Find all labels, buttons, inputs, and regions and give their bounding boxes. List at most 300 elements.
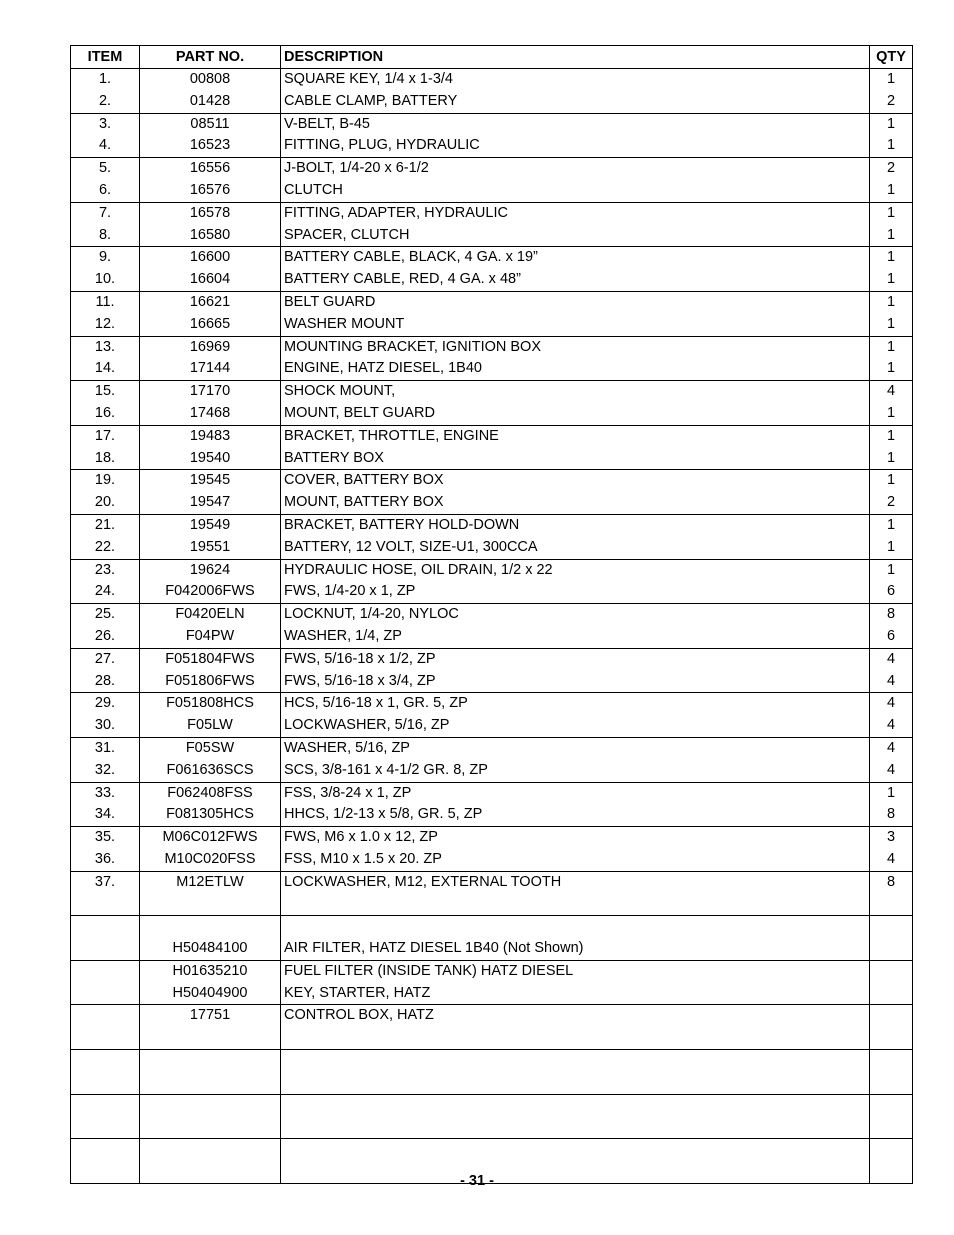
part-number-cell bbox=[140, 916, 281, 961]
item-number: 35. bbox=[94, 829, 116, 846]
item-number: 20. bbox=[94, 494, 116, 511]
part-description bbox=[284, 1027, 869, 1049]
part-description-cell bbox=[281, 827, 870, 872]
item-number-cell bbox=[71, 158, 140, 203]
part-quantity bbox=[870, 1005, 912, 1027]
item-number bbox=[71, 983, 139, 1005]
item-number bbox=[71, 1050, 139, 1072]
part-description: HHCS, 1/2-13 x 5/8, GR. 5, ZP bbox=[284, 806, 483, 823]
part-number-cell bbox=[140, 381, 281, 426]
part-quantity: 4 bbox=[886, 850, 896, 867]
part-number-cell bbox=[140, 737, 281, 782]
part-quantity: 1 bbox=[886, 249, 896, 266]
part-number: 19549 bbox=[189, 516, 231, 533]
part-description: SCS, 3/8-161 x 4-1/2 GR. 8, ZP bbox=[284, 761, 488, 778]
part-description bbox=[284, 1095, 869, 1117]
part-description: SPACER, CLUTCH bbox=[284, 226, 410, 243]
part-number: 19483 bbox=[189, 427, 231, 444]
part-number bbox=[140, 916, 280, 938]
part-number-cell bbox=[140, 693, 281, 738]
item-number: 37. bbox=[94, 873, 116, 890]
item-number-cell bbox=[71, 827, 140, 872]
table-row-group bbox=[71, 247, 913, 292]
item-number bbox=[71, 1005, 139, 1027]
item-number: 23. bbox=[94, 561, 116, 578]
part-number-cell bbox=[140, 514, 281, 559]
part-description: KEY, STARTER, HATZ bbox=[284, 984, 431, 1001]
part-quantity: 4 bbox=[886, 650, 896, 667]
part-number: 19551 bbox=[189, 538, 231, 555]
table-row-group bbox=[71, 113, 913, 158]
parts-list-table bbox=[70, 45, 913, 1184]
item-number: 25. bbox=[94, 606, 116, 623]
part-description bbox=[284, 1116, 869, 1138]
part-number: F051808HCS bbox=[166, 695, 254, 712]
part-number-cell bbox=[140, 69, 281, 114]
item-number: 9. bbox=[98, 249, 112, 266]
table-row-group bbox=[71, 648, 913, 693]
part-number bbox=[140, 1050, 280, 1072]
part-number: 16604 bbox=[189, 271, 231, 288]
part-description: CABLE CLAMP, BATTERY bbox=[284, 92, 458, 109]
table-row-group bbox=[71, 604, 913, 649]
item-number: 29. bbox=[94, 695, 116, 712]
part-quantity: 1 bbox=[886, 538, 896, 555]
part-number: 19545 bbox=[189, 472, 231, 489]
part-quantity-cell bbox=[870, 827, 913, 872]
item-number: 1. bbox=[98, 71, 112, 87]
item-number: 19. bbox=[94, 472, 116, 489]
header-part-no: PART NO. bbox=[140, 46, 281, 69]
item-number-cell bbox=[71, 648, 140, 693]
part-description: FITTING, ADAPTER, HYDRAULIC bbox=[284, 204, 508, 221]
item-number bbox=[71, 938, 139, 960]
part-quantity bbox=[870, 1116, 912, 1138]
part-description: BRACKET, THROTTLE, ENGINE bbox=[284, 427, 499, 444]
item-number: 6. bbox=[98, 181, 112, 198]
part-quantity: 1 bbox=[886, 181, 896, 198]
part-description: SQUARE KEY, 1/4 x 1-3/4 bbox=[284, 71, 453, 87]
part-quantity: 1 bbox=[886, 204, 896, 221]
table-row-group bbox=[71, 1050, 913, 1095]
item-number-cell bbox=[71, 470, 140, 515]
part-description-cell bbox=[281, 782, 870, 827]
part-number-cell bbox=[140, 425, 281, 470]
part-description: CLUTCH bbox=[284, 181, 343, 198]
part-number: M10C020FSS bbox=[164, 850, 256, 867]
part-quantity bbox=[870, 1050, 912, 1072]
part-quantity: 4 bbox=[886, 739, 896, 756]
part-number: 01428 bbox=[189, 92, 231, 109]
part-number: F05LW bbox=[187, 717, 233, 734]
item-number-cell bbox=[71, 1050, 140, 1095]
part-description: SHOCK MOUNT, bbox=[284, 383, 396, 400]
part-number: H50484100 bbox=[172, 940, 248, 957]
item-number: 36. bbox=[94, 850, 116, 867]
item-number bbox=[71, 1139, 139, 1161]
part-description: LOCKWASHER, 5/16, ZP bbox=[284, 717, 450, 734]
item-number-cell bbox=[71, 1094, 140, 1139]
part-quantity-cell bbox=[870, 158, 913, 203]
part-number: F061636SCS bbox=[166, 761, 254, 778]
part-number: 16621 bbox=[189, 293, 231, 310]
part-description bbox=[284, 916, 869, 938]
item-number: 31. bbox=[94, 739, 116, 756]
table-row-group bbox=[71, 336, 913, 381]
part-description-cell bbox=[281, 202, 870, 247]
item-number: 22. bbox=[94, 538, 116, 555]
table-row-group bbox=[71, 1005, 913, 1050]
part-description: AIR FILTER, HATZ DIESEL 1B40 (Not Shown) bbox=[284, 940, 584, 957]
part-quantity-cell bbox=[870, 470, 913, 515]
part-quantity: 2 bbox=[886, 494, 896, 511]
part-description-cell bbox=[281, 113, 870, 158]
part-quantity-cell bbox=[870, 604, 913, 649]
table-row-group bbox=[71, 69, 913, 114]
part-number: F042006FWS bbox=[165, 583, 255, 600]
part-quantity: 1 bbox=[886, 226, 896, 243]
part-description-cell bbox=[281, 514, 870, 559]
part-quantity bbox=[870, 916, 912, 938]
part-quantity-cell bbox=[870, 113, 913, 158]
part-number-cell bbox=[140, 871, 281, 916]
item-number: 13. bbox=[94, 338, 116, 355]
part-number: H50404900 bbox=[172, 984, 248, 1001]
part-number: 16580 bbox=[189, 226, 231, 243]
part-number-cell bbox=[140, 336, 281, 381]
part-quantity: 4 bbox=[886, 761, 896, 778]
part-description: BATTERY, 12 VOLT, SIZE-U1, 300CCA bbox=[284, 538, 538, 555]
item-number bbox=[71, 1116, 139, 1138]
part-quantity: 2 bbox=[886, 160, 896, 177]
item-number: 5. bbox=[98, 160, 112, 177]
part-quantity: 1 bbox=[886, 516, 896, 533]
part-quantity: 1 bbox=[886, 338, 896, 355]
part-quantity bbox=[870, 938, 912, 960]
table-row-group bbox=[71, 381, 913, 426]
item-number: 10. bbox=[94, 271, 116, 288]
item-number: 3. bbox=[98, 115, 112, 132]
part-number: 16600 bbox=[189, 249, 231, 266]
part-quantity-cell bbox=[870, 69, 913, 114]
part-number: H01635210 bbox=[172, 962, 248, 979]
part-quantity-cell bbox=[870, 291, 913, 336]
item-number: 11. bbox=[95, 293, 115, 310]
part-quantity: 1 bbox=[886, 561, 896, 578]
part-number: 19540 bbox=[189, 449, 231, 466]
part-number-cell bbox=[140, 604, 281, 649]
part-quantity: 4 bbox=[886, 672, 896, 689]
part-description: HCS, 5/16-18 x 1, GR. 5, ZP bbox=[284, 695, 468, 712]
part-quantity: 8 bbox=[886, 873, 896, 890]
part-number-cell bbox=[140, 291, 281, 336]
part-number: 17751 bbox=[189, 1007, 231, 1024]
table-row-group bbox=[71, 737, 913, 782]
part-quantity: 1 bbox=[886, 137, 896, 154]
part-number: F051806FWS bbox=[165, 672, 255, 689]
item-number-cell bbox=[71, 69, 140, 114]
item-number-cell bbox=[71, 291, 140, 336]
part-quantity-cell bbox=[870, 425, 913, 470]
part-quantity-cell bbox=[870, 202, 913, 247]
part-description: LOCKNUT, 1/4-20, NYLOC bbox=[284, 606, 459, 623]
item-number: 28. bbox=[94, 672, 116, 689]
part-description: BATTERY CABLE, BLACK, 4 GA. x 19” bbox=[284, 249, 538, 266]
part-description: WASHER MOUNT bbox=[284, 315, 405, 332]
part-quantity bbox=[870, 893, 912, 915]
part-quantity-cell bbox=[870, 1094, 913, 1139]
part-number: 00808 bbox=[189, 71, 231, 87]
part-description-cell bbox=[281, 381, 870, 426]
part-description: FWS, M6 x 1.0 x 12, ZP bbox=[284, 829, 438, 846]
part-number: 16665 bbox=[189, 315, 231, 332]
item-number: 30. bbox=[94, 717, 116, 734]
part-description-cell bbox=[281, 69, 870, 114]
part-quantity: 1 bbox=[886, 449, 896, 466]
item-number: 8. bbox=[98, 226, 112, 243]
part-description-cell bbox=[281, 1050, 870, 1095]
part-description-cell bbox=[281, 291, 870, 336]
part-description: FUEL FILTER (INSIDE TANK) HATZ DIESEL bbox=[284, 962, 574, 979]
part-number-cell bbox=[140, 158, 281, 203]
part-quantity-cell bbox=[870, 1050, 913, 1095]
part-number: 16576 bbox=[189, 181, 231, 198]
page-number: - 31 - bbox=[460, 1173, 494, 1189]
part-quantity-cell bbox=[870, 871, 913, 916]
part-description: FWS, 5/16-18 x 3/4, ZP bbox=[284, 672, 436, 689]
part-quantity-cell bbox=[870, 247, 913, 292]
part-description-cell bbox=[281, 737, 870, 782]
part-quantity: 3 bbox=[886, 829, 896, 846]
part-number: F04PW bbox=[185, 627, 235, 644]
part-quantity: 8 bbox=[886, 606, 896, 623]
part-quantity: 2 bbox=[886, 92, 896, 109]
table-row-group bbox=[71, 202, 913, 247]
part-quantity-cell bbox=[870, 381, 913, 426]
part-number: 19547 bbox=[189, 494, 231, 511]
part-quantity-cell bbox=[870, 648, 913, 693]
part-number: 17144 bbox=[189, 360, 231, 377]
part-description-cell bbox=[281, 470, 870, 515]
item-number-cell bbox=[71, 604, 140, 649]
part-quantity-cell bbox=[870, 960, 913, 1005]
part-number-cell bbox=[140, 113, 281, 158]
part-quantity: 4 bbox=[886, 717, 896, 734]
part-number: 19624 bbox=[189, 561, 231, 578]
part-description: WASHER, 1/4, ZP bbox=[284, 627, 402, 644]
part-quantity bbox=[870, 983, 912, 1005]
part-description bbox=[284, 1072, 869, 1094]
part-number bbox=[140, 1116, 280, 1138]
item-number: 34. bbox=[94, 806, 116, 823]
part-description: ENGINE, HATZ DIESEL, 1B40 bbox=[284, 360, 482, 377]
part-description-cell bbox=[281, 1094, 870, 1139]
part-description: FSS, 3/8-24 x 1, ZP bbox=[284, 784, 412, 801]
table-row-group bbox=[71, 514, 913, 559]
item-number: 16. bbox=[94, 404, 116, 421]
item-number: 2. bbox=[98, 92, 112, 109]
header-qty: QTY bbox=[870, 46, 913, 69]
part-description bbox=[284, 1050, 869, 1072]
part-number-cell bbox=[140, 1005, 281, 1050]
item-number bbox=[71, 1027, 139, 1049]
part-description: V-BELT, B-45 bbox=[284, 115, 370, 132]
part-description: COVER, BATTERY BOX bbox=[284, 472, 444, 489]
item-number bbox=[71, 961, 139, 983]
item-number bbox=[71, 1072, 139, 1094]
part-quantity: 6 bbox=[886, 627, 896, 644]
part-description-cell bbox=[281, 604, 870, 649]
item-number-cell bbox=[71, 202, 140, 247]
item-number-cell bbox=[71, 113, 140, 158]
item-number-cell bbox=[71, 514, 140, 559]
item-number: 4. bbox=[98, 137, 112, 154]
part-description-cell bbox=[281, 425, 870, 470]
part-description-cell bbox=[281, 871, 870, 916]
part-quantity: 1 bbox=[886, 427, 896, 444]
table-row-group bbox=[71, 782, 913, 827]
item-number-cell bbox=[71, 425, 140, 470]
item-number: 18. bbox=[94, 449, 116, 466]
part-quantity: 1 bbox=[886, 293, 896, 310]
part-number bbox=[140, 1027, 280, 1049]
part-quantity: 1 bbox=[886, 115, 896, 132]
part-quantity-cell bbox=[870, 336, 913, 381]
item-number-cell bbox=[71, 871, 140, 916]
part-quantity: 8 bbox=[886, 806, 896, 823]
part-description: MOUNT, BATTERY BOX bbox=[284, 494, 444, 511]
part-number: 16556 bbox=[189, 160, 231, 177]
item-number-cell bbox=[71, 782, 140, 827]
item-number-cell bbox=[71, 336, 140, 381]
part-description bbox=[284, 1139, 869, 1161]
part-quantity-cell bbox=[870, 514, 913, 559]
part-number-cell bbox=[140, 1050, 281, 1095]
part-description-cell bbox=[281, 247, 870, 292]
part-quantity-cell bbox=[870, 559, 913, 604]
part-number: 17468 bbox=[189, 404, 231, 421]
part-number: M06C012FWS bbox=[162, 829, 258, 846]
item-number-cell bbox=[71, 916, 140, 961]
part-quantity-cell bbox=[870, 916, 913, 961]
item-number: 27. bbox=[94, 650, 116, 667]
table-header-row bbox=[71, 46, 913, 69]
part-description bbox=[284, 893, 869, 915]
item-number: 12. bbox=[94, 315, 116, 332]
part-number-cell bbox=[140, 202, 281, 247]
part-number: 16578 bbox=[189, 204, 231, 221]
item-number: 14. bbox=[94, 360, 116, 377]
part-number-cell bbox=[140, 1094, 281, 1139]
part-number-cell bbox=[140, 559, 281, 604]
part-description: FITTING, PLUG, HYDRAULIC bbox=[284, 137, 480, 154]
item-number: 24. bbox=[94, 583, 116, 600]
part-description: WASHER, 5/16, ZP bbox=[284, 739, 410, 756]
item-number bbox=[71, 893, 139, 915]
item-number-cell bbox=[71, 559, 140, 604]
part-description: HYDRAULIC HOSE, OIL DRAIN, 1/2 x 22 bbox=[284, 561, 553, 578]
part-number-cell bbox=[140, 960, 281, 1005]
part-description-cell bbox=[281, 693, 870, 738]
part-quantity: 1 bbox=[886, 71, 896, 87]
part-number bbox=[140, 1139, 280, 1161]
part-number-cell bbox=[140, 247, 281, 292]
table-row-group bbox=[71, 1094, 913, 1139]
item-number: 33. bbox=[94, 784, 116, 801]
part-number: F081305HCS bbox=[166, 806, 254, 823]
part-quantity bbox=[870, 1095, 912, 1117]
part-quantity bbox=[870, 961, 912, 983]
part-quantity-cell bbox=[870, 1005, 913, 1050]
part-description: BRACKET, BATTERY HOLD-DOWN bbox=[284, 516, 520, 533]
item-number-cell bbox=[71, 381, 140, 426]
item-number-cell bbox=[71, 960, 140, 1005]
part-description: LOCKWASHER, M12, EXTERNAL TOOTH bbox=[284, 873, 562, 890]
item-number bbox=[71, 1095, 139, 1117]
part-description-cell bbox=[281, 559, 870, 604]
part-description: BELT GUARD bbox=[284, 293, 376, 310]
part-description: BATTERY BOX bbox=[284, 449, 384, 466]
table-row-group bbox=[71, 291, 913, 336]
part-quantity: 6 bbox=[886, 583, 896, 600]
part-description-cell bbox=[281, 960, 870, 1005]
part-number bbox=[140, 893, 280, 915]
part-quantity: 1 bbox=[886, 271, 896, 288]
table-row-group bbox=[71, 827, 913, 872]
part-number: F0420ELN bbox=[175, 606, 245, 623]
part-description-cell bbox=[281, 336, 870, 381]
part-number: 08511 bbox=[190, 115, 230, 132]
part-number: F062408FSS bbox=[167, 784, 253, 801]
part-description: FWS, 1/4-20 x 1, ZP bbox=[284, 583, 416, 600]
table-row-group bbox=[71, 871, 913, 916]
part-description: FWS, 5/16-18 x 1/2, ZP bbox=[284, 650, 436, 667]
part-number: 16969 bbox=[189, 338, 231, 355]
part-number: 17170 bbox=[189, 383, 231, 400]
item-number-cell bbox=[71, 1005, 140, 1050]
item-number: 32. bbox=[94, 761, 116, 778]
item-number: 7. bbox=[98, 204, 112, 221]
part-number: M12ETLW bbox=[176, 873, 244, 890]
parts-list-body bbox=[71, 69, 913, 1184]
item-number: 17. bbox=[94, 427, 116, 444]
part-description-cell bbox=[281, 1005, 870, 1050]
part-number-cell bbox=[140, 782, 281, 827]
header-description: DESCRIPTION bbox=[281, 46, 870, 69]
item-number: 26. bbox=[94, 627, 116, 644]
part-quantity-cell bbox=[870, 782, 913, 827]
table-row-group bbox=[71, 425, 913, 470]
part-quantity-cell bbox=[870, 693, 913, 738]
header-item: ITEM bbox=[71, 46, 140, 69]
part-description: CONTROL BOX, HATZ bbox=[284, 1007, 434, 1024]
part-quantity: 4 bbox=[886, 695, 896, 712]
part-number bbox=[140, 1095, 280, 1117]
part-number bbox=[140, 1072, 280, 1094]
part-quantity: 1 bbox=[886, 315, 896, 332]
table-row-group bbox=[71, 470, 913, 515]
part-quantity bbox=[870, 1139, 912, 1161]
part-number-cell bbox=[140, 470, 281, 515]
item-number bbox=[71, 916, 139, 938]
part-quantity bbox=[870, 1027, 912, 1049]
part-description-cell bbox=[281, 158, 870, 203]
part-quantity-cell bbox=[870, 737, 913, 782]
part-number: F05SW bbox=[185, 739, 235, 756]
part-description: J-BOLT, 1/4-20 x 6-1/2 bbox=[284, 160, 429, 177]
part-description-cell bbox=[281, 648, 870, 693]
part-quantity: 1 bbox=[886, 404, 896, 421]
